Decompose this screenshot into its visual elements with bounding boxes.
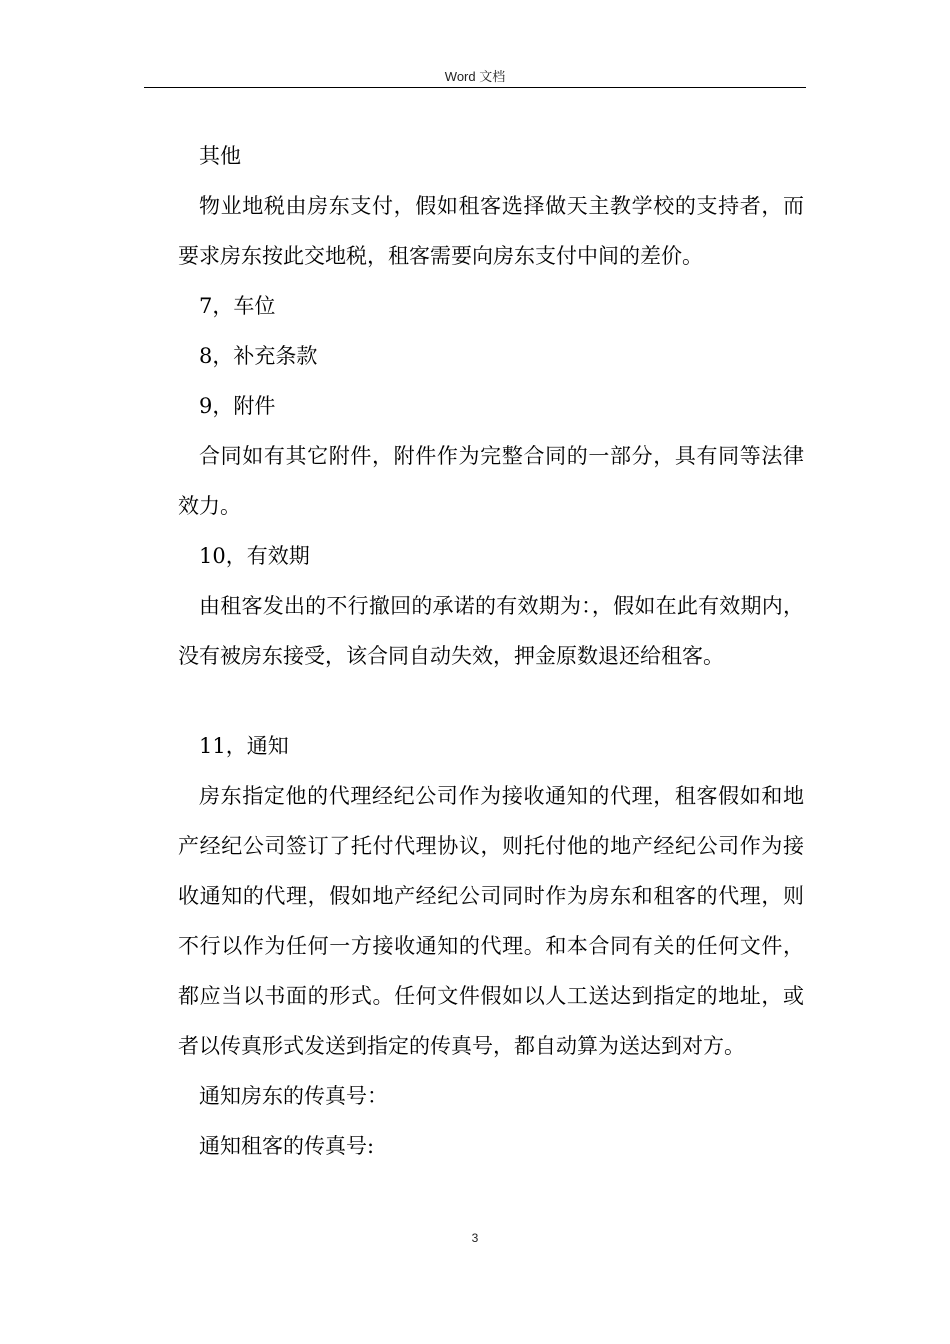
heading-notice: 11，通知 (199, 734, 289, 758)
heading-parking: 7，车位 (199, 294, 276, 318)
heading-attachments: 9，附件 (199, 394, 276, 418)
page-number: 3 (471, 1231, 479, 1245)
document-header-title: Word 文档 (444, 69, 506, 84)
paragraph-property-tax: 物业地税由房东支付，假如租客选择做天主教学校的支持者，而要求房东按此交地税，租客需要向房东支付中间的差价。 (178, 194, 804, 268)
landlord-fax-line: 通知房东的传真号： (199, 1084, 388, 1108)
tenant-fax-line: 通知租客的传真号: (199, 1134, 375, 1158)
document-body (178, 131, 804, 1171)
heading-validity: 10，有效期 (199, 544, 310, 568)
paragraph-validity: 由租客发出的不行撤回的承诺的有效期为：，假如在此有效期内，没有被房东接受，该合同自动失效，押金原数退还给租客。 (178, 594, 804, 668)
header-divider (144, 87, 806, 88)
paragraph-attachments: 合同如有其它附件，附件作为完整合同的一部分，具有同等法律效力。 (178, 444, 804, 518)
blank-line (178, 681, 804, 721)
paragraph-notice: 房东指定他的代理经纪公司作为接收通知的代理，租客假如和地产经纪公司签订了托付代理协议，则托付他的地产经纪公司作为接收通知的代理，假如地产经纪公司同时作为房东和租客的代理，则不行以作为任何一方接收通知的代理。和本合同有关的任何文件，都应当以书面的形式。任何文件假如以人工送达到指定的地址，或者以传真形式发送到指定的传真号，都自动算为送达到对方。 (178, 784, 804, 1058)
heading-supplementary-terms: 8，补充条款 (199, 344, 318, 368)
heading-other: 其他 (199, 144, 241, 168)
